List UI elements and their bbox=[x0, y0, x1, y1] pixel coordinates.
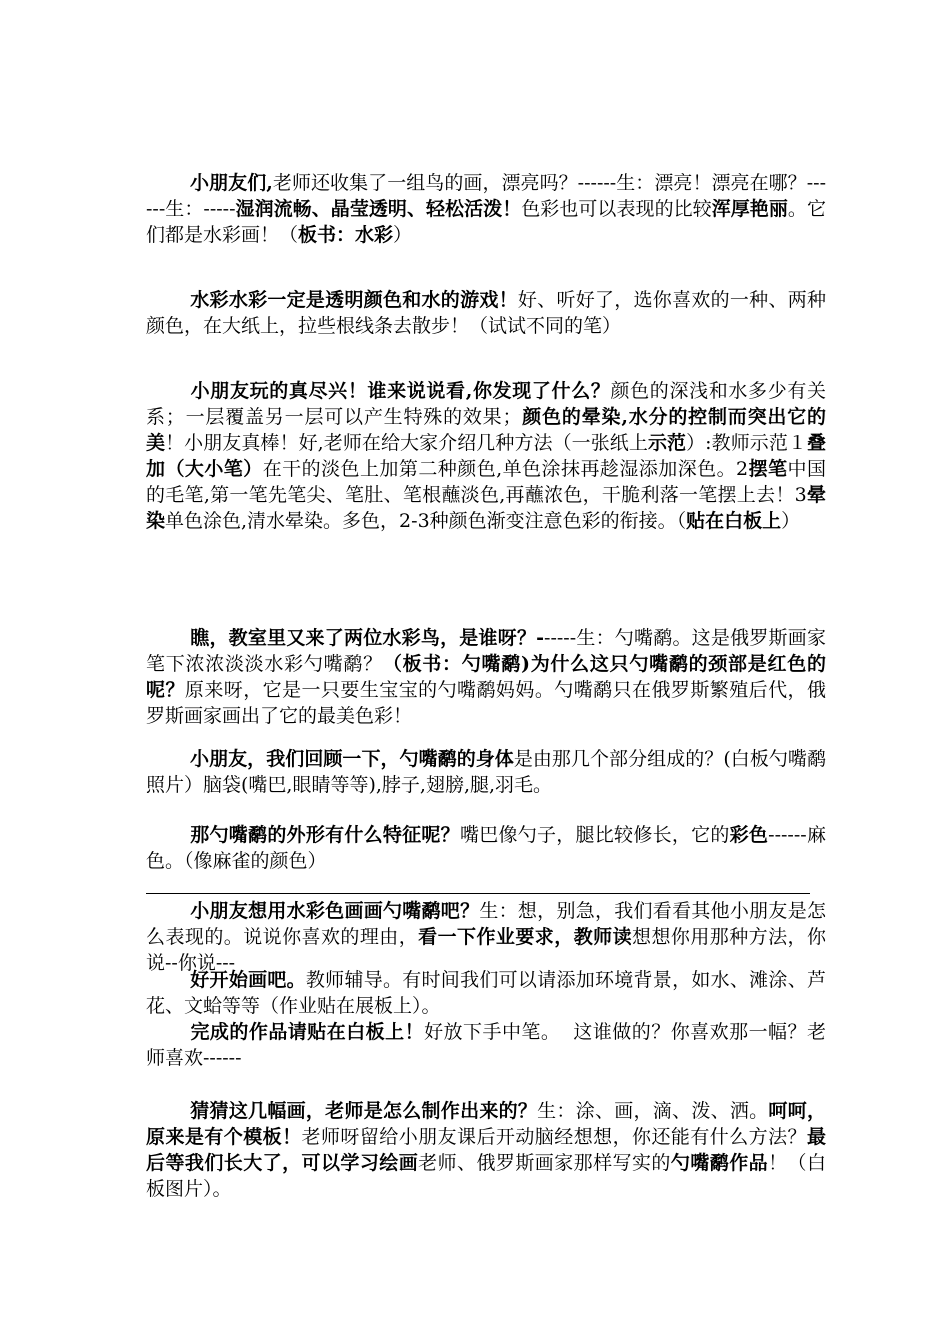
text-segment: 原来呀，它是一只要生宝宝的勺嘴鹬妈妈。勺嘴鹬只在俄罗斯繁殖后代，俄罗斯画家画出了它的最美色彩！ bbox=[146, 679, 826, 727]
text-segment: ）:教师示范１ bbox=[686, 432, 807, 454]
bold-text-segment: 浑厚艳丽 bbox=[711, 198, 788, 220]
text-segment: ------麻色。（像麻雀的颜色） bbox=[146, 824, 826, 872]
paragraph-spoonbill-intro bbox=[146, 625, 826, 729]
bold-text-segment: 水彩水彩一定是透明颜色和水的游戏！ bbox=[190, 289, 518, 311]
paragraph-drawing-intro bbox=[146, 898, 826, 976]
bold-text-segment: 猜猜这几幅画，老师是怎么制作出来的？ bbox=[190, 1100, 538, 1122]
paragraph-shape-features bbox=[146, 822, 826, 874]
bold-text-segment: （板书：勺嘴鹬)为什么这只勺嘴鹬的颈部是红色的呢？ bbox=[146, 653, 826, 701]
text-segment: 教师辅导。有时间我们可以请添加环境背景，如水、滩涂、芦花、文蛤等等（作业贴在展板上）。 bbox=[146, 969, 826, 1017]
paragraph-finished-works bbox=[146, 1019, 826, 1071]
text-segment: 好、听好了，选你喜欢的一种、两种颜色，在大纸上，拉些根线条去散步！（试试不同的笔） bbox=[146, 289, 826, 337]
paragraph-body-parts bbox=[146, 746, 826, 798]
text-segment: 生：想，别急，我们看看其他小朋友是怎么表现的。说说你喜欢的理由， bbox=[146, 900, 826, 948]
text-segment: 色彩也可以表现的比较 bbox=[521, 198, 712, 220]
text-segment: ！（白板图片）。 bbox=[146, 1152, 826, 1200]
text-segment: 老师、俄罗斯画家那样写实的 bbox=[418, 1152, 671, 1174]
bold-text-segment: 颜色的晕染,水分的控制而突出它的美 bbox=[146, 406, 826, 454]
bold-text-segment: 小朋友玩的真尽兴！谁来说说看,你发现了什么？ bbox=[190, 380, 611, 402]
paragraph-guess-method bbox=[146, 1098, 826, 1202]
bold-text-segment: 好开始画吧。 bbox=[190, 969, 306, 991]
paragraph-start-drawing bbox=[146, 967, 826, 1019]
bold-text-segment: 小朋友想用水彩色画画勺嘴鹬吧？ bbox=[190, 900, 480, 922]
bold-text-segment: 勺嘴鹬作品 bbox=[670, 1152, 769, 1174]
text-segment: 在干的淡色上加第二种颜色,单色涂抹再趁湿添加深色。2 bbox=[262, 458, 749, 480]
text-segment: 嘴巴像勺子，腿比较修长，它的 bbox=[459, 824, 730, 846]
bold-text-segment: 小朋友们, bbox=[190, 172, 273, 194]
text-segment: 中国的毛笔,第一笔先笔尖、笔肚、笔根蘸淡色,再蘸浓色，干脆利落一笔摆上去！3 bbox=[146, 458, 826, 506]
text-segment: ） bbox=[781, 510, 801, 532]
horizontal-divider bbox=[146, 893, 810, 894]
text-segment: 颜色的深浅和水多少有关系；一层覆盖另一层可以产生特殊的效果； bbox=[146, 380, 826, 428]
bold-text-segment: 示范 bbox=[647, 432, 687, 454]
bold-text-segment: 那勺嘴鹬的外形有什么特征呢？ bbox=[190, 824, 460, 846]
bold-text-segment: 板书：水彩 bbox=[298, 224, 394, 246]
text-segment: 是由那几个部分组成的？(白板勺嘴鹬照片）脑袋(嘴巴,眼睛等等),脖子,翅膀,腿,羽毛。 bbox=[146, 748, 826, 796]
bold-text-segment: 晕染 bbox=[146, 484, 826, 532]
text-segment: 。它们都是水彩画！（ bbox=[146, 198, 826, 246]
bold-text-segment: 完成的作品请贴在白板上！ bbox=[190, 1021, 425, 1043]
text-segment: 老师呀留给小朋友课后开动脑经想想，你还能有什么方法？ bbox=[301, 1126, 807, 1148]
text-segment: -----生：勺嘴鹬。这是俄罗斯画家笔下浓浓淡淡水彩勺嘴鹬？ bbox=[146, 627, 826, 675]
bold-text-segment: 看一下作业要求，教师读 bbox=[418, 926, 633, 948]
paragraph-watercolor-game bbox=[146, 287, 826, 339]
bold-text-segment: 小朋友，我们回顾一下，勺嘴鹬的身体 bbox=[190, 748, 514, 770]
bold-text-segment: 呵呵，原来是有个模板！ bbox=[146, 1100, 826, 1148]
text-segment: 好放下手中笔。 这谁做的？你喜欢那一幅？老师喜欢------ bbox=[146, 1021, 826, 1069]
bold-text-segment: 叠加（大小笔） bbox=[146, 432, 826, 480]
text-segment: 老师还收集了一组鸟的画，漂亮吗？------生：漂亮！漂亮在哪？------生：----- bbox=[146, 172, 826, 220]
bold-text-segment: 湿润流畅、晶莹透明、轻松活泼！ bbox=[235, 198, 522, 220]
text-segment: 想想你用那种方法，你说--你说--- bbox=[146, 926, 826, 974]
paragraph-techniques bbox=[146, 378, 826, 534]
text-segment: 单色涂色,清水晕染。多色，2-3种颜色渐变注意色彩的衔接。（ bbox=[165, 510, 687, 532]
text-segment: 生：涂、画，滴、泼、洒。 bbox=[537, 1100, 769, 1122]
bold-text-segment: 彩色 bbox=[729, 824, 769, 846]
text-segment: ） bbox=[393, 224, 413, 246]
bold-text-segment: 贴在白板上 bbox=[686, 510, 782, 532]
bold-text-segment: 瞧，教室里又来了两位水彩鸟，是谁呀？- bbox=[190, 627, 545, 649]
bold-text-segment: 最后等我们长大了，可以学习绘画 bbox=[146, 1126, 826, 1174]
paragraph-bird-paintings bbox=[146, 170, 826, 248]
text-segment: ！小朋友真棒！好,老师在给大家介绍几种方法（一张纸上 bbox=[165, 432, 648, 454]
bold-text-segment: 摆笔 bbox=[748, 458, 788, 480]
